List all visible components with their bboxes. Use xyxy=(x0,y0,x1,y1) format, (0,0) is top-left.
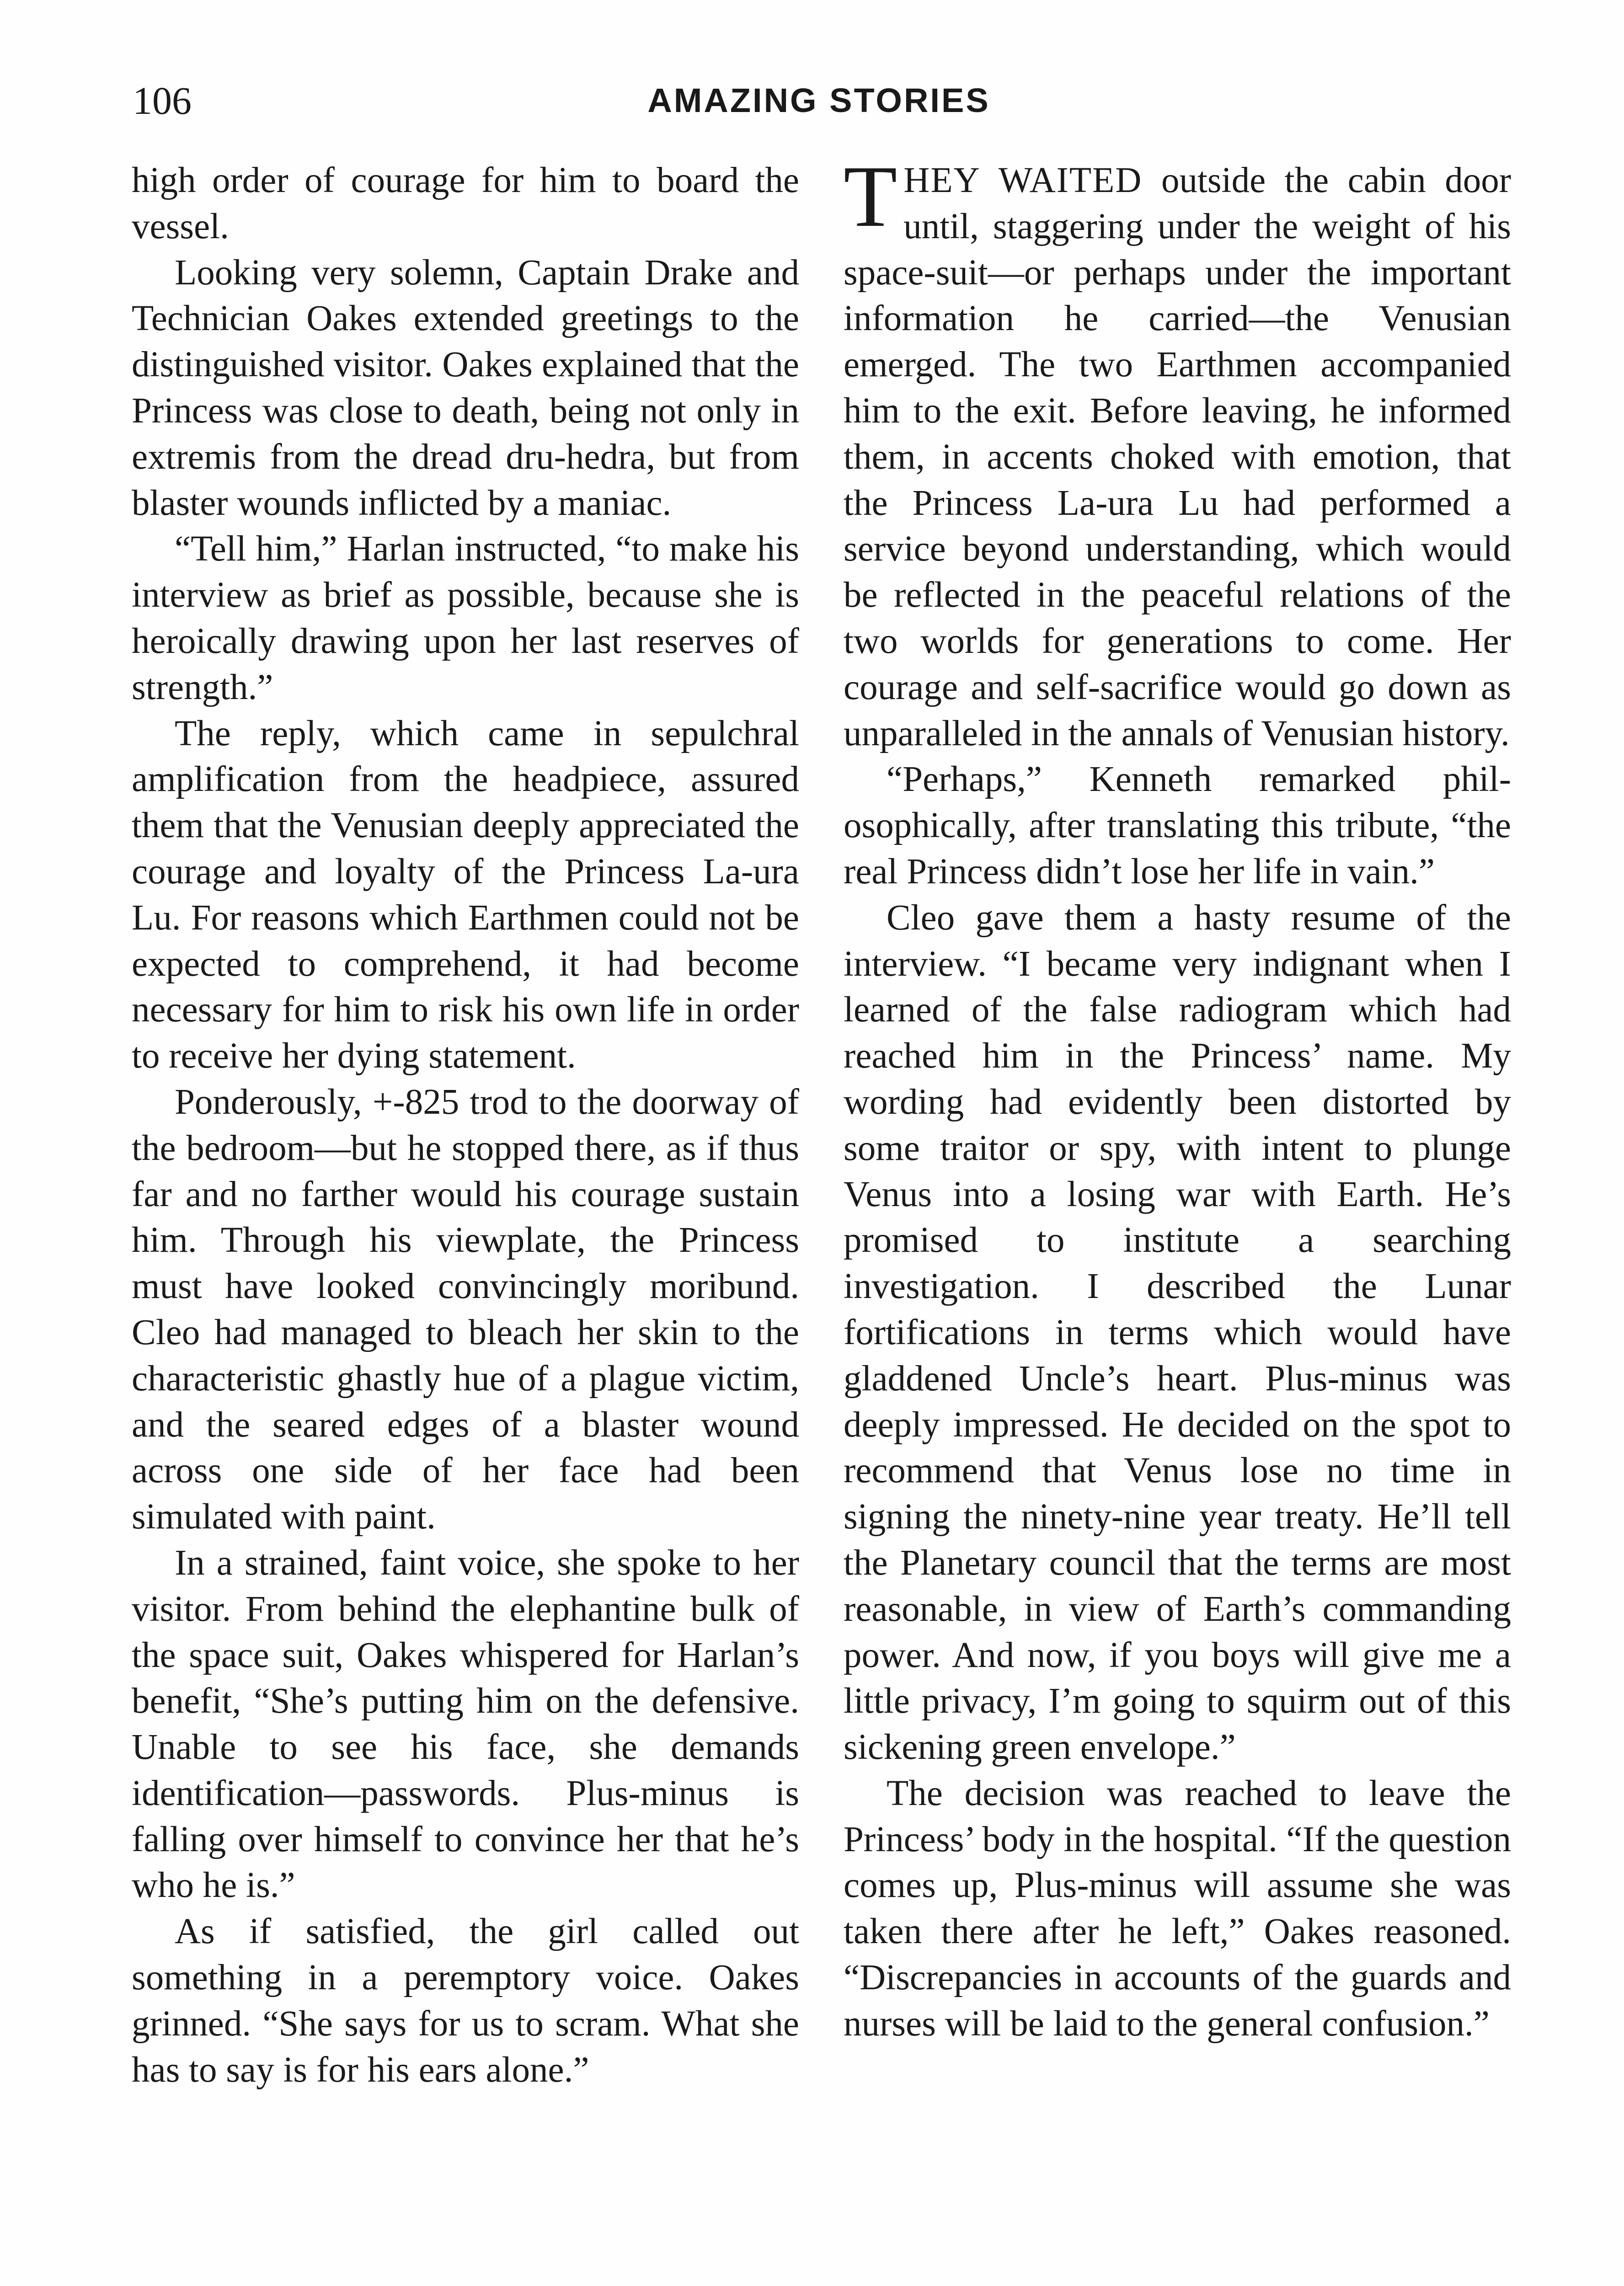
drop-cap: T xyxy=(844,148,897,245)
paragraph: “Tell him,” Harlan instructed, “to make his interview as brief as possible, because she is heroically drawing upon her last reserves of strength.” xyxy=(132,529,799,707)
right-column xyxy=(844,148,1512,2047)
paragraph: high order of courage for him to board the vessel. xyxy=(132,160,799,246)
paragraph: Looking very solemn, Captain Drake and Technician Oakes extended greetings to the distinguished visitor. Oakes explained that the Princess was close to death, being not only in extremis from the dread dru-hedra, but from blaster wounds inflicted by a maniac. xyxy=(132,252,799,523)
paragraph: Ponderously, +-825 trod to the doorway of the bedroom—but he stopped there, as if thus far and no farther would his courage sustain him. Through his viewplate, the Princess must have looked convincingly moribund. Cleo had managed to bleach her skin to the characteristic ghastly hue of a plague victim, and the seared edges of a blaster wound across one side of her face had been simulated with paint. xyxy=(132,1082,799,1537)
paragraph: The reply, which came in sepulchral amplification from the headpiece, assured them that the Venusian deeply appreciated the courage and loyalty of the Princess La-ura Lu. For reasons which Earthmen could not be expected to comprehend, it had become necessary for him to risk his own life in order to receive her dying statement. xyxy=(132,713,799,1076)
left-column xyxy=(132,158,799,2093)
running-head: AMAZING STORIES xyxy=(647,81,990,119)
opening-caps: HEY WAITED xyxy=(903,160,1143,200)
paragraph: Cleo gave them a hasty resume of the interview. “I became very indignant when I learned of the false radiogram which had reached him in the Princess’ name. My wording had evidently been distorted by some traitor or spy, with intent to plunge Venus into a losing war with Earth. He’s promised to institute a searching investigation. I described the Lunar fortifications in terms which would have gladdened Uncle’s heart. Plus-minus was deeply impressed. He decided on the spot to recommend that Venus lose no time in signing the ninety-nine year treaty. He’ll tell the Planetary council that the terms are most reasonable, in view of Earth’s commanding power. And now, if you boys will give me a little privacy, I’m going to squirm out of this sickening green envelope.” xyxy=(844,897,1511,1768)
opening-text: outside the cabin door until, staggering under the weight of his space-suit—or perhaps under the important information he carried—the Venusian emerged. The two Earthmen accompanied him to the exit. Before leaving, he informed them, in accents choked with emotion, that the Princess La-ura Lu had performed a service beyond understanding, which would be reflected in the peaceful relations of the two worlds for generations to come. Her courage and self-sacrifice would go down as unparalleled in the annals of Venusian history. xyxy=(844,160,1512,753)
paragraph: The decision was reached to leave the Princess’ body in the hospital. “If the question comes up, Plus-minus will assume she was taken there after he left,” Oakes reasoned. “Discrepancies in accounts of the guards and nurses will be laid to the general confusion.” xyxy=(844,1773,1511,2044)
paragraph: In a strained, faint voice, she spoke to her visitor. From behind the elephantine bulk of the space suit, Oakes whispered for Harlan’s benefit, “She’s putting him on the defensive. Unable to see his face, she demands identification—passwords. Plus-minus is falling over himself to convince her that he’s who he is.” xyxy=(132,1543,799,1906)
paragraph: As if satisfied, the girl called out something in a peremptory voice. Oakes grinned. “She says for us to scram. What she has to say is for his ears alone.” xyxy=(132,1912,799,2090)
section-opening-paragraph xyxy=(844,148,1512,757)
page-header xyxy=(133,69,1505,128)
paragraph: “Perhaps,” Kenneth remarked philosophically, after translating this tribute, “the real Princess didn’t lose her life in vain.” xyxy=(844,759,1511,892)
page-number: 106 xyxy=(133,79,192,123)
